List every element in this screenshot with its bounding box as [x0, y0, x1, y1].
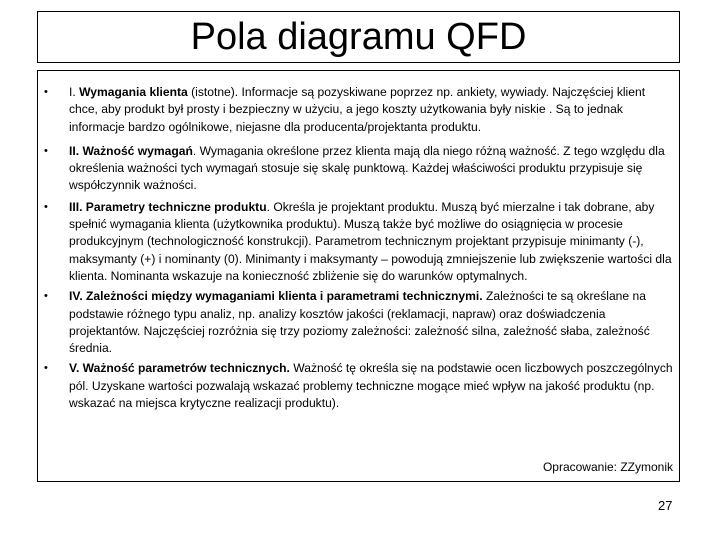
bullet-icon: •	[44, 290, 48, 303]
list-item	[38, 288, 679, 357]
item-text: . Wymagania określone przez klienta mają dla niego różną ważność. Z tego względu dla określenia ważności tych wymagań stosuje się skalę punktową. Każdej właściwości produktu przypisuje się współczynnik ważności.	[69, 143, 665, 193]
bullet-icon: •	[44, 86, 48, 98]
bullet-list	[38, 84, 679, 412]
item-text: (istotne). Informacje są pozyskiwane poprzez np. ankiety, wywiady. Najczęściej klient chce, aby produkt był prosty i bezpieczny w użyciu, a jego koszty użytkowania były niskie . Są to jednak informacje bardzo ogólnikowe, niejasne dla producenta/projektanta produktu.	[69, 85, 646, 134]
item-heading: V. Ważność parametrów technicznych.	[69, 361, 290, 376]
list-item	[38, 84, 679, 136]
slide-title: Pola diagramu QFD	[190, 16, 527, 58]
item-lead: I.	[69, 85, 80, 99]
list-item	[38, 199, 679, 285]
item-text: Ważność tę określa się na podstawie ocen liczbowych poszczególnych pól. Uzyskane wartości pozwalają wskazać problemy techniczne mogące mieć wpływ na jakość produktu (np. wskazać na miejsca krytyczne realizacji produktu).	[69, 361, 673, 411]
item-heading: III. Parametry techniczne produktu	[69, 199, 267, 214]
bullet-icon: •	[44, 144, 48, 157]
item-heading: Wymagania klienta	[79, 85, 188, 99]
title-box	[37, 11, 680, 63]
list-item	[38, 360, 679, 412]
content-box	[37, 70, 680, 482]
page-number: 27	[658, 498, 673, 513]
bullet-icon: •	[44, 362, 48, 375]
item-heading: IV. Zależności między wymaganiami klienta i parametrami technicznymi.	[69, 289, 483, 304]
item-text: Zależności te są określane na podstawie różnego typu analiz, np. analizy kosztów jakości (reklamacji, napraw) oraz doświadczenia projektantów. Najczęściej rozróżnia się trzy poziomy zależności: zależność silna, zależność słaba, zależność średnia.	[69, 289, 650, 356]
list-item	[38, 143, 679, 195]
bullet-icon: •	[44, 200, 48, 213]
author-credit: Opracowanie: ZZymonik	[542, 460, 673, 474]
item-heading: II. Ważność wymagań	[69, 143, 193, 158]
item-text: . Określa je projektant produktu. Muszą być mierzalne i tak dobrane, aby spełnić wymagania klienta (użytkownika produktu). Muszą także być możliwe do osiągnięcia w procesie produkcyjnym (technologiczność konstrukcji). Parametrom technicznym projektant przypisuje minimanty (-), maksymanty (+) i nominanty (0). Minimanty i maksymanty – powodują zmniejszenie lub zwiększenie wartości dla klienta. Nominanta wskazuje na konieczność zbliżenie się do warunków optymalnych.	[69, 199, 672, 283]
